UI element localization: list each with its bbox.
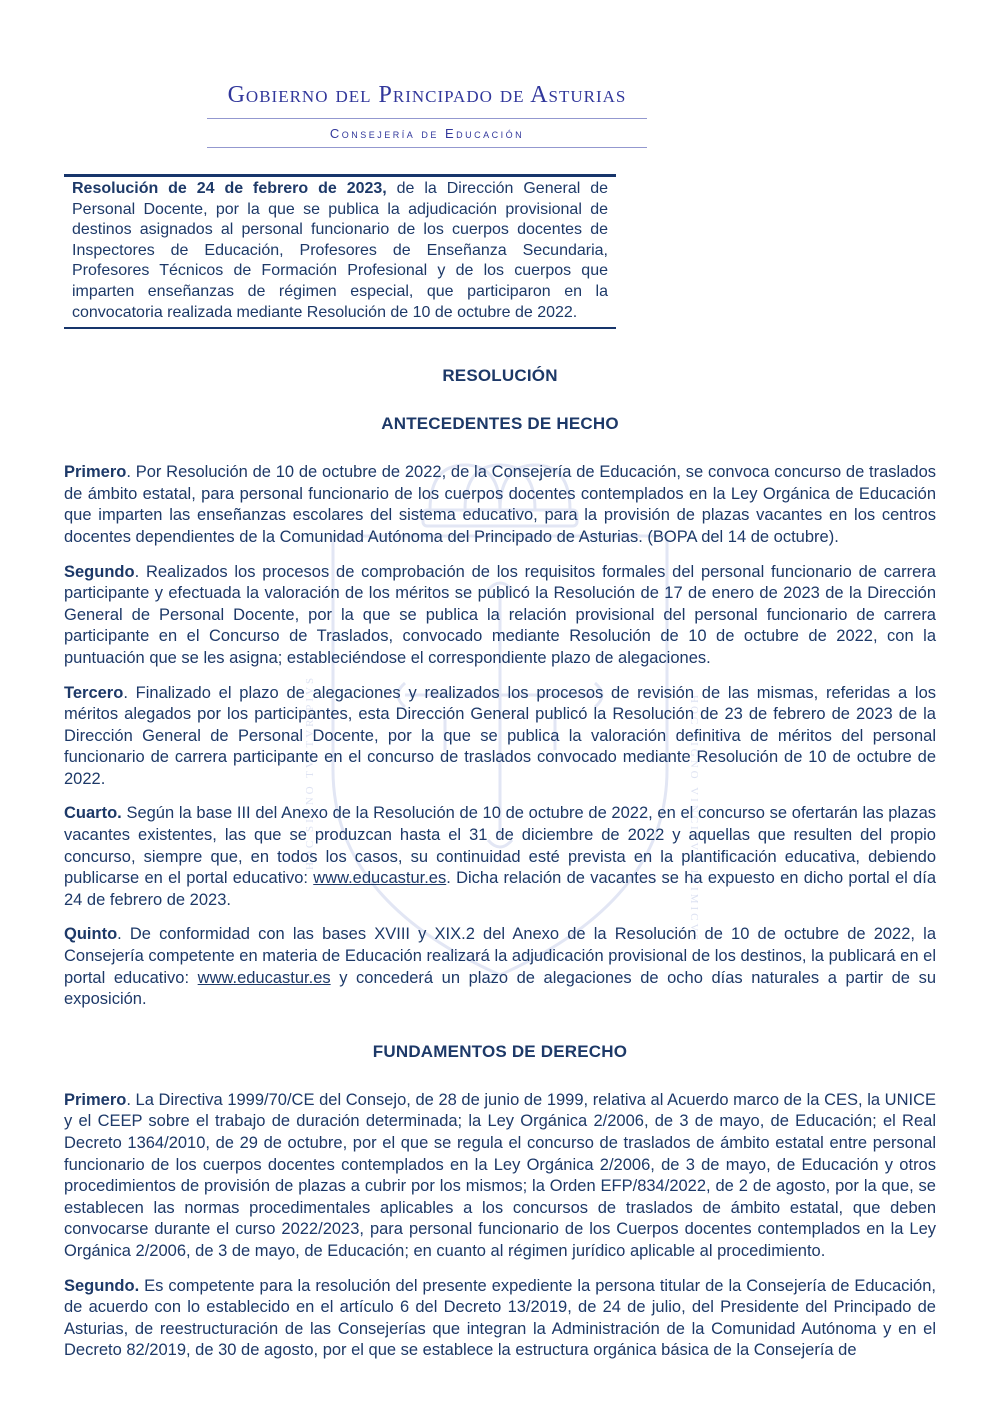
paragraph-lead: Cuarto. <box>64 804 122 823</box>
paragraph-body: . Realizados los procesos de comprobación de los requisitos formales del personal funcionario de carrera participante y efectuada la valoración de los méritos se publicó la Resolución de 17 de enero de 2023 de la Dirección General de Personal Docente, por la que se publica la relación provisional del personal funcionario de carrera participante en el Concurso de Traslados, convocado mediante Resolución de 10 de octubre de 2022, con la puntuación que se les asigna; estableciéndose el correspondiente plazo de alegaciones. <box>64 562 936 667</box>
fundamentos-paragraph-segundo <box>64 1276 936 1362</box>
antecedentes-paragraph-quinto <box>64 924 936 1010</box>
paragraph-body: Según la base III del Anexo de la Resolución de 10 de octubre de 2022, en el concurso se ofertarán las plazas vacantes existentes, las que se produzcan hasta el 31 de diciembre de 2022 y aquellas que resulten del propio concurso, siempre que, en todos los casos, su continuidad esté prevista en la plantificación educativa, debiendo publicarse en el portal educativo: <box>64 804 936 888</box>
paragraph-body: . La Directiva 1999/70/CE del Consejo, de 28 de junio de 1999, relativa al Acuerdo marco de la CES, la UNICE y el CEEP sobre el trabajo de duración determinada; la Ley Orgánica 2/2006, de 3 de mayo, de Educación; el Real Decreto 1364/2010, de 29 de octubre, por el que se regula el concurso de traslados de ámbito estatal entre personal funcionario de los cuerpos docentes contemplados en la Ley Orgánica 2/2006, de 3 de mayo, de Educación y otros procedimientos de provisión de plazas a cubrir por los mismos; la Orden EFP/834/2022, de 2 de agosto, por la que, se establecen las normas procedimentales aplicables a los concursos de traslados de ámbito estatal, que deben convocarse durante el curso 2022/2023, para personal funcionario de los Cuerpos docentes contemplados en la Ley Orgánica 2/2006, de 3 de mayo, de Educación; en cuanto al régimen jurídico aplicable al procedimiento. <box>64 1090 936 1260</box>
antecedentes-paragraph-cuarto <box>64 803 936 911</box>
letterhead-rule-bottom <box>207 147 647 148</box>
paragraph-body: Es competente para la resolución del presente expediente la persona titular de la Consejería de Educación, de acuerdo con lo establecido en el artículo 6 del Decreto 13/2019, de 24 de julio, del Presidente del Principado de Asturias, de reestructuración de las Consejerías que integran la Administración de la Comunidad Autónoma y en el Decreto 82/2019, de 30 de agosto, por el que se establece la estructura orgánica básica de la Consejería de <box>64 1276 936 1360</box>
resolution-summary-lead: Resolución de 24 de febrero de 2023, <box>72 180 387 197</box>
paragraph-body: y concederá un plazo de alegaciones de ocho días naturales a partir de su exposición. <box>64 968 936 1009</box>
antecedentes-paragraph-primero <box>64 462 936 548</box>
paragraph-lead: Quinto <box>64 925 118 944</box>
heading-fundamentos-de-derecho: FUNDAMENTOS DE DERECHO <box>372 1041 628 1061</box>
resolution-summary-box <box>64 174 616 329</box>
fundamentos-paragraph-primero <box>64 1090 936 1263</box>
paragraph-body: . De conformidad con las bases XVIII y XIX.2 del Anexo de la Resolución de 10 de octubre de 2022, la Consejería competente en materia de Educación realizará la adjudicación provisional de los destinos, la publicará en el portal educativo: <box>64 925 936 987</box>
paragraph-body: . Finalizado el plazo de alegaciones y realizados los procesos de revisión de las mismas, referidas a los méritos alegados por los participantes, esta Dirección General publicó la Resolución de 23 de febrero de 2023 de la Dirección General de Personal Docente, por la que se publica la valoración definitiva de méritos del personal funcionario de carrera participante en el concurso de traslados convocado mediante Resolución de 10 de octubre de 2022. <box>64 683 936 788</box>
educastur-link[interactable]: www.educastur.es <box>313 869 447 888</box>
letterhead <box>207 82 647 148</box>
paragraph-lead: Tercero <box>64 683 124 702</box>
paragraph-lead: Segundo <box>64 562 135 581</box>
watermark-motto-left: HOC SIGNO TVETVR PIVS <box>304 674 316 870</box>
paragraph-lead: Segundo. <box>64 1276 140 1295</box>
org-title: Gobierno del Principado de Asturias <box>227 82 627 108</box>
resolution-summary-body: de la Dirección General de Personal Docente, por la que se publica la adjudicación provisional de destinos asignados al personal funcionario de los cuerpos docentes de Inspectores de Educación, Profesores de Enseñanza Secundaria, Profesores Técnicos de Formación Profesional y de los cuerpos que imparten enseñanzas de régimen especial, que participaron en la convocatoria realizada mediante Resolución de 10 de octubre de 2022. <box>72 180 608 321</box>
heading-antecedentes-de-hecho: ANTECEDENTES DE HECHO <box>381 414 619 434</box>
watermark-motto-right: HOC SIGNO VINCITVR INIMICVS <box>688 695 700 944</box>
paragraph-lead: Primero <box>64 1090 127 1109</box>
document-content <box>0 82 1000 1362</box>
educastur-link[interactable]: www.educastur.es <box>197 968 331 987</box>
org-subtitle: Consejería de Educación <box>329 126 525 141</box>
paragraph-body: . Dicha relación de vacantes se ha expuesto en dicho portal el día 24 de febrero de 2023. <box>64 869 936 909</box>
paragraph-lead: Primero <box>64 463 127 482</box>
antecedentes-paragraph-tercero <box>64 683 936 791</box>
paragraph-body: . Por Resolución de 10 de octubre de 2022, de la Consejería de Educación, se convoca concurso de traslados de ámbito estatal, para personal funcionario de los cuerpos docentes contemplados en la Ley Orgánica de Educación que imparten las enseñanzas escolares del sistema educativo, para la provisión de plazas vacantes en los centros docentes dependientes de la Comunidad Autónoma del Principado de Asturias. (BOPA del 14 de octubre). <box>64 463 936 546</box>
heading-resolucion: RESOLUCIÓN <box>442 366 558 386</box>
antecedentes-paragraph-segundo <box>64 562 936 670</box>
resolution-summary-paragraph <box>72 179 608 323</box>
